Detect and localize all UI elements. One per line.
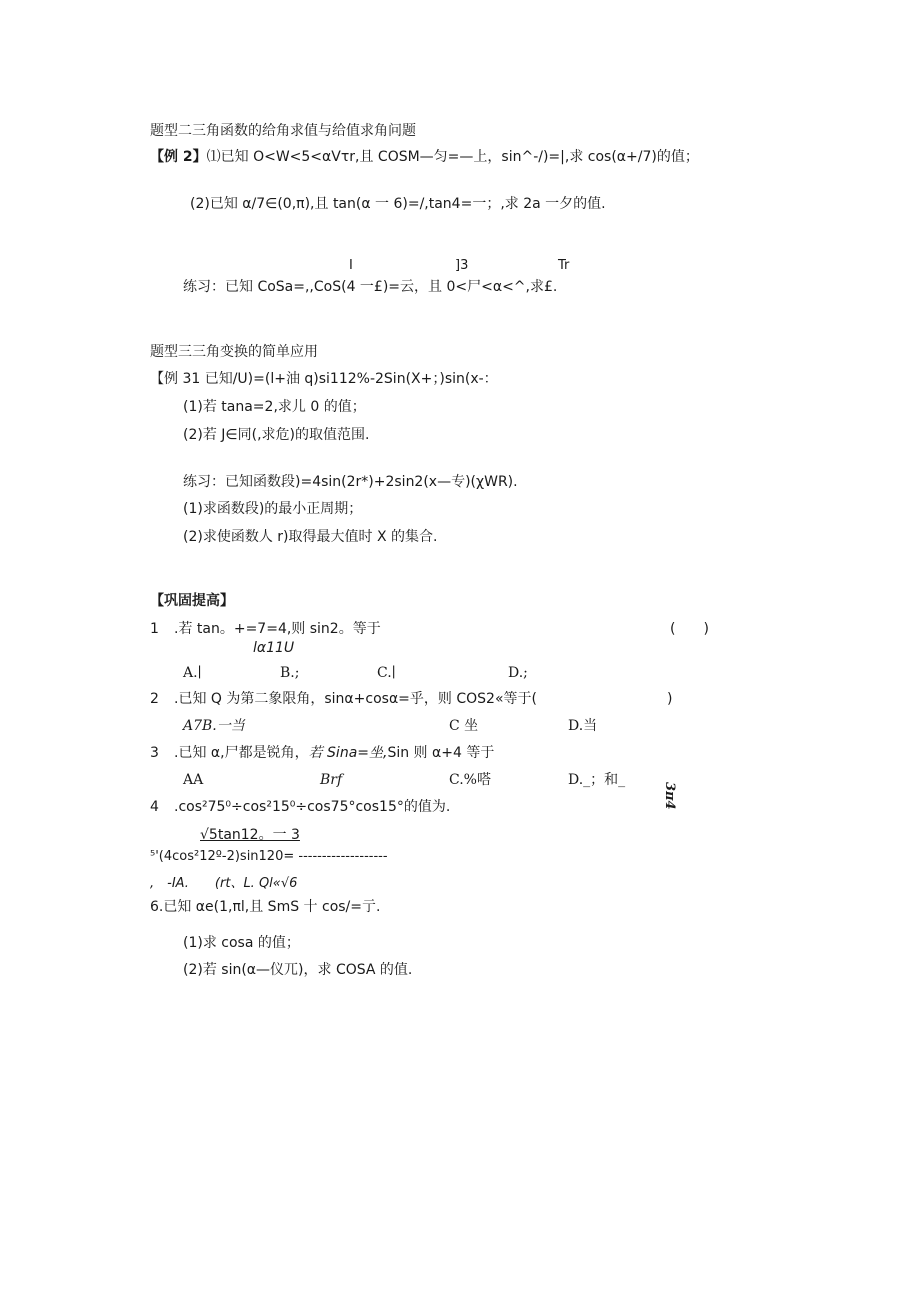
section-2-title: 题型二三角函数的给角求值与给值求角问题 [150, 123, 416, 139]
section-3-title: 题型三三角变换的简单应用 [150, 344, 318, 360]
question-4-text: .cos²75⁰÷cos²15⁰÷cos75°cos15°的值为. [174, 799, 451, 815]
question-1-answer-paren: ( ) [670, 621, 709, 637]
question-2-options-ab: A7B.一当 [183, 718, 245, 734]
question-6-part-1: (1)求 cosa 的值； [183, 935, 300, 951]
practice-3: 练习：已知函数段)=4sin(2r*)+2sin2(x—专)(χWR). [183, 474, 518, 490]
question-1-text: .若 tan。+=7=4,则 sin2。等于 [174, 621, 381, 637]
question-5-noise: , -IA. (rt、L. Ql«√6 [150, 876, 298, 891]
question-1-option-a: A.∣ [183, 665, 202, 681]
question-5-blank: ------------------- [298, 849, 388, 864]
question-3-option-a: AA [183, 772, 204, 788]
question-2-option-d: D.当 [568, 718, 598, 734]
example-2-label: 【例 2】 [150, 149, 207, 165]
question-3-number: 3 [150, 745, 159, 761]
example-2-line [150, 148, 699, 166]
practice-2: 练习：已知 CoSa=,,CoS(4 一£)=云，且 0<尸<α<^,求£. [183, 279, 558, 295]
question-2-answer-paren: ) [667, 691, 673, 707]
question-1-subscript: lα11U [253, 640, 295, 656]
review-title: 【巩固提高】 [150, 593, 234, 609]
question-1-option-c: C.∣ [377, 665, 396, 681]
practice-2-superscript-3: Tr [558, 258, 570, 273]
question-3-side-text: 3π4 [662, 782, 677, 810]
example-3: 【例 31 已知/U)=(l+油 q)si112%-2Sin(X+；)sin(x-： [150, 371, 498, 387]
question-4-number: 4 [150, 799, 159, 815]
practice-3-question-2: (2)求使函数人 r)取得最大值时 X 的集合. [183, 529, 438, 545]
question-6-part-2: (2)若 sin(α—仪兀)，求 COSA 的值. [183, 962, 413, 978]
question-3-option-d: D._；和_ [568, 772, 626, 788]
question-5-denominator: ⁵'(4cos²12º-2)sin120= ------------------- [150, 849, 388, 864]
example-2-part-1: ⑴已知 O<W<5<αVτr,且 COSM—匀=—上，sin^-/)=|,求 cos(α+/7)的值； [206, 149, 699, 165]
question-3-option-b: Brf [320, 772, 343, 788]
example-2-part-2: (2)已知 α/7∈(0,π),且 tan(α 一 6)=/,tan4=一；,求 2a 一夕的值. [190, 196, 606, 212]
example-3-question-1: (1)若 tana=2,求儿 0 的值； [183, 399, 366, 415]
practice-2-superscript-1: I [349, 258, 353, 273]
example-3-question-2: (2)若 J∈同(,求危)的取值范围. [183, 427, 370, 443]
question-2-option-c: C 坐 [449, 718, 479, 734]
practice-2-superscript-2: ]3 [455, 258, 469, 273]
question-3-text: .已知 α,尸都是锐角，若 Sina=坐,Sin 则 α+4 等于 [174, 745, 495, 761]
question-1-option-d: D.; [508, 665, 528, 681]
question-5-numerator: √5tan12。一 3 [200, 827, 300, 843]
practice-3-question-1: (1)求函数段)的最小正周期； [183, 501, 363, 517]
question-1-number: 1 [150, 621, 159, 637]
question-2-number: 2 [150, 691, 159, 707]
question-6-text: 6.已知 αe(1,πl,且 SmS 十 cos/=亍. [150, 899, 381, 915]
question-1-option-b: B.; [280, 665, 300, 681]
question-3-option-c: C.%嗒 [449, 772, 491, 788]
question-2-text: .已知 Q 为第二象限角，sinα+cosα=乎，则 COS2«等于( [174, 691, 537, 707]
